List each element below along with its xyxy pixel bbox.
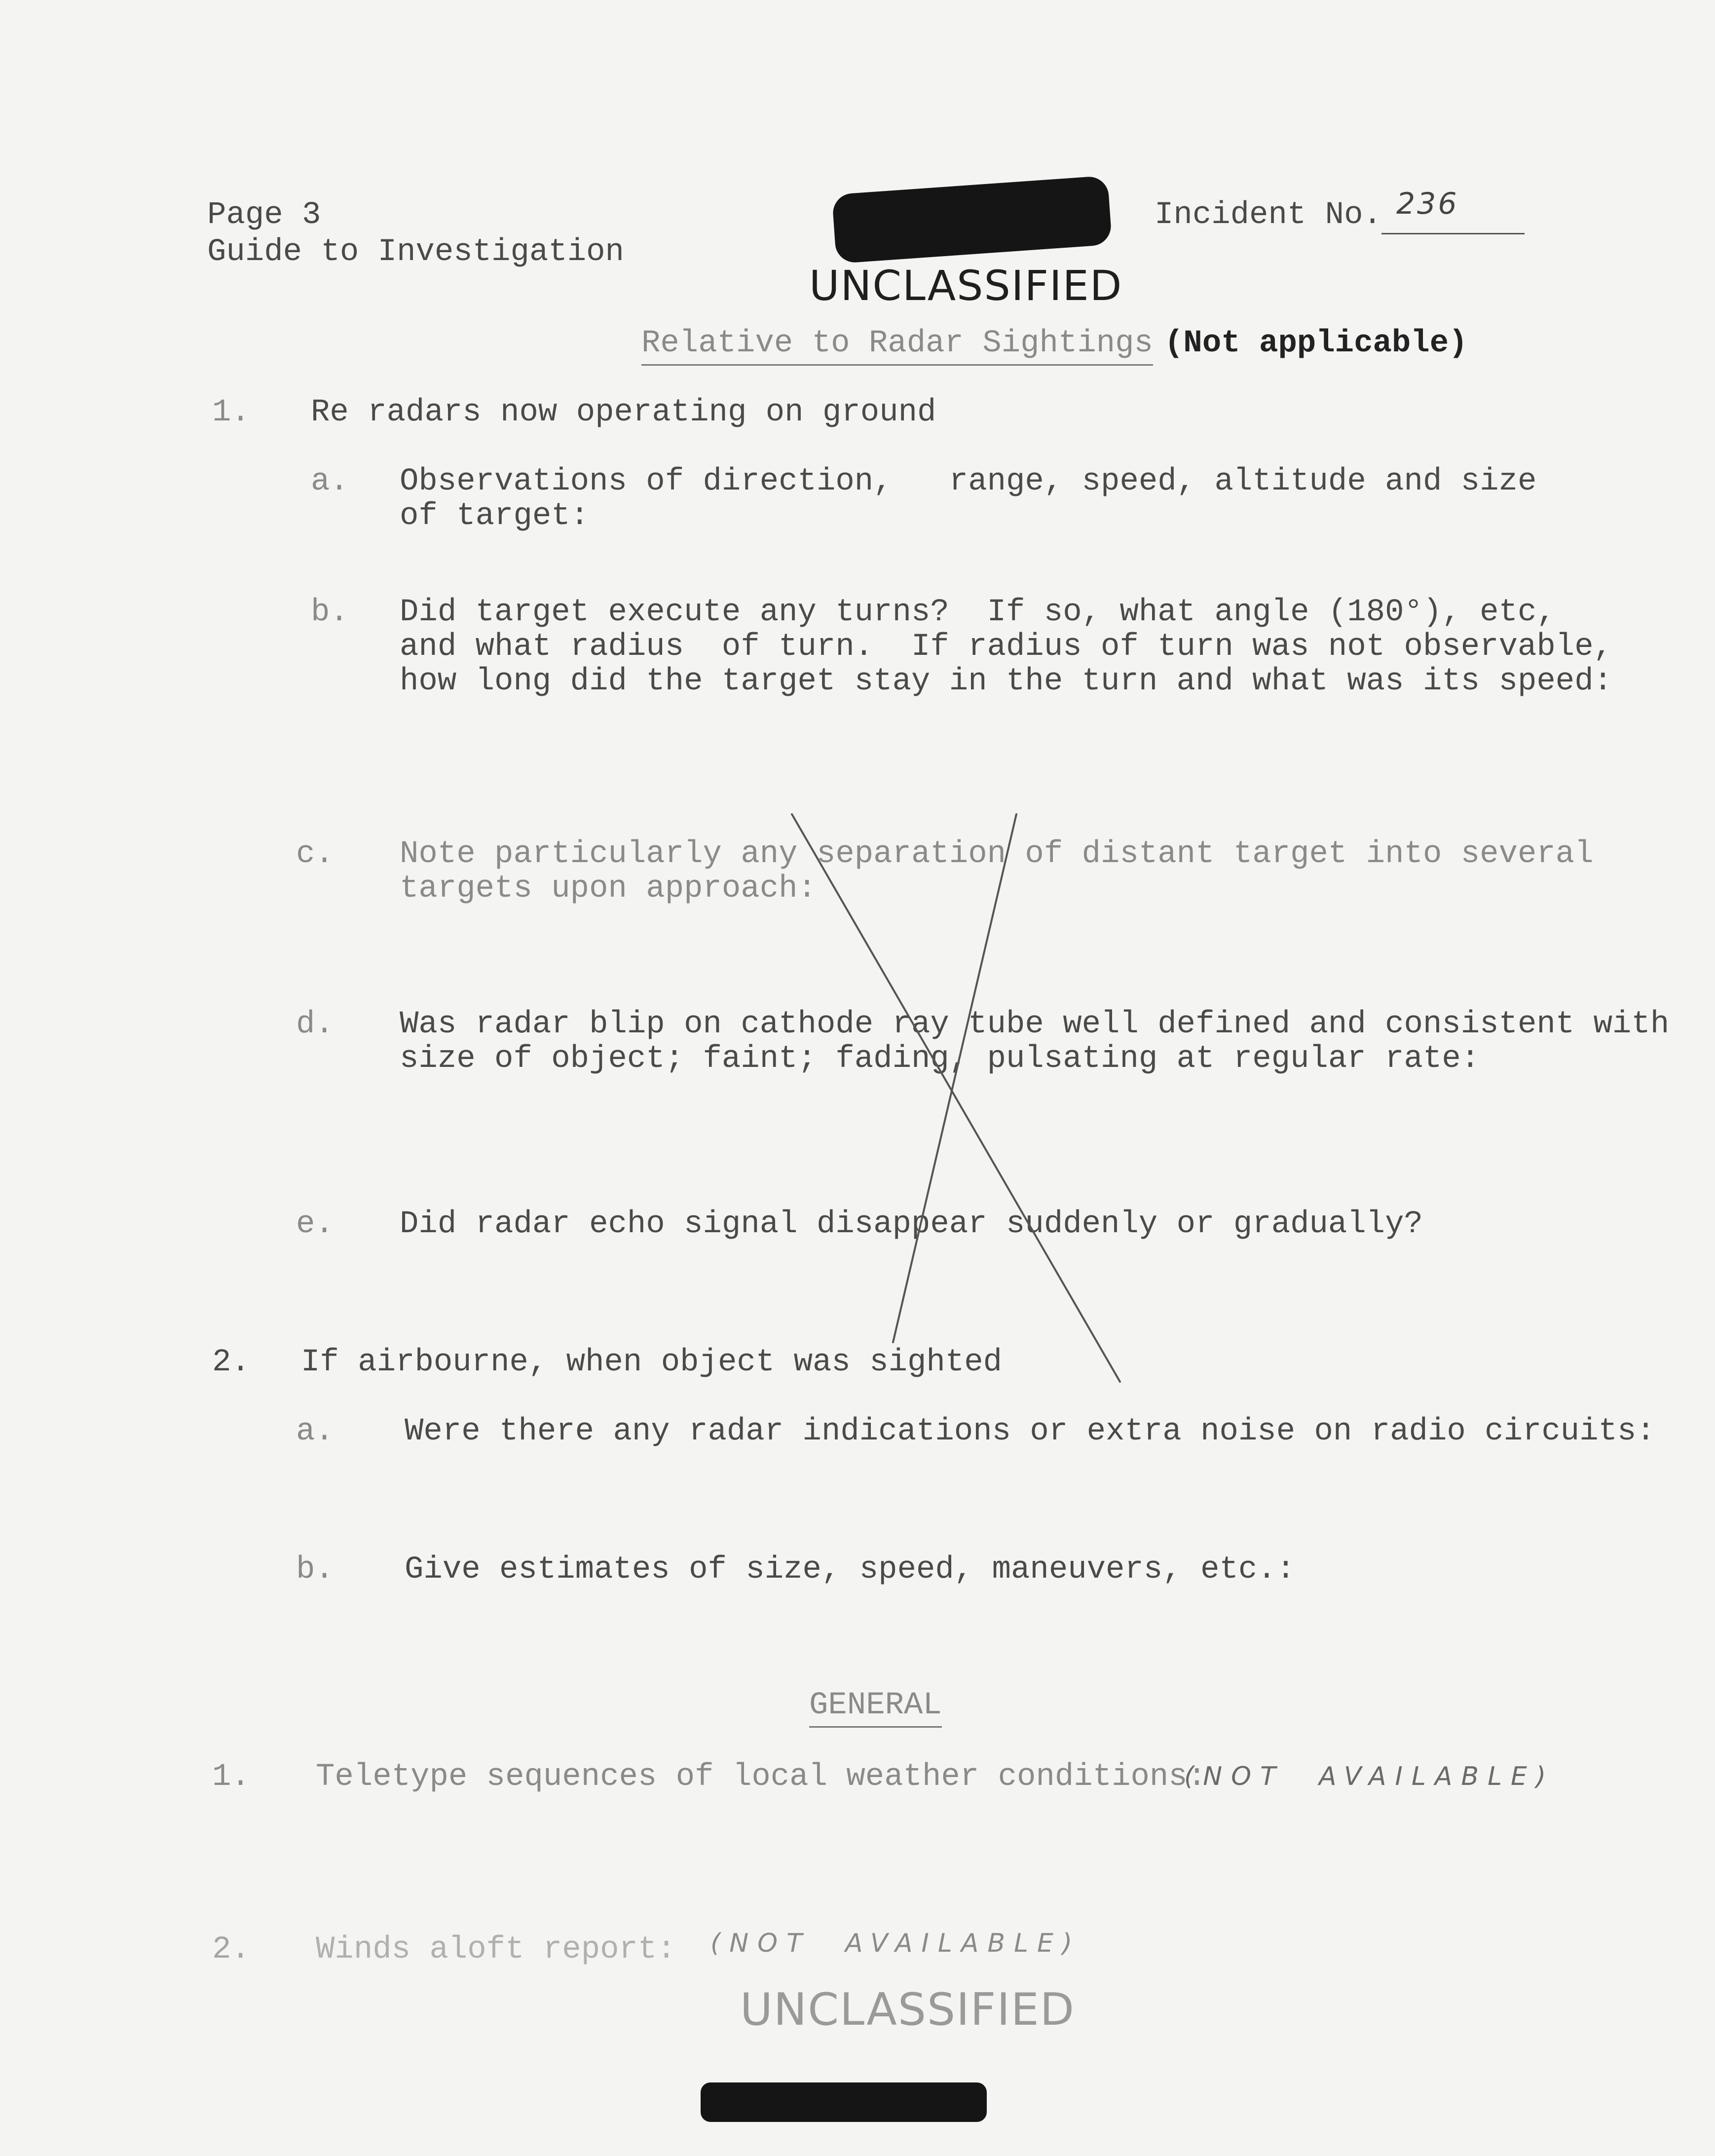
item-2-text: If airbourne, when object was sighted: [301, 1345, 1003, 1380]
item-1a-line-1: Observations of direction, range, speed, altitude and size: [400, 464, 1537, 499]
item-1e-line-1: Did radar echo signal disappear suddenly or gradually?: [400, 1207, 1423, 1242]
general-heading: GENERAL: [809, 1688, 942, 1728]
incident-label: Incident No.: [1155, 197, 1382, 233]
item-2-number: 2.: [212, 1345, 250, 1380]
classification-stamp-top: UNCLASSIFIED: [809, 262, 1123, 310]
item-1d-line-1: Was radar blip on cathode ray tube well defined and consistent with: [400, 1007, 1670, 1042]
general-item-1-text: Teletype sequences of local weather conditions:: [316, 1759, 1207, 1795]
item-1e-letter: e.: [296, 1207, 334, 1242]
general-item-1-note: (NOT AVAILABLE): [1184, 1762, 1555, 1791]
item-1b-line-1: Did target execute any turns? If so, what angle (180°), etc,: [400, 595, 1556, 630]
item-1b-letter: b.: [311, 595, 349, 630]
guide-title: Guide to Investigation: [207, 234, 624, 270]
item-2a-letter: a.: [296, 1414, 334, 1449]
general-item-2-note: (NOT AVAILABLE): [710, 1929, 1081, 1958]
item-2b-letter: b.: [296, 1552, 334, 1588]
item-1b-line-3: how long did the target stay in the turn and what was its speed:: [400, 664, 1612, 699]
item-1c-line-1: Note particularly any separation of distant target into several: [400, 836, 1594, 872]
incident-number: 236: [1396, 187, 1459, 221]
item-1-text: Re radars now operating on ground: [311, 395, 936, 430]
item-1b-line-2: and what radius of turn. If radius of turn was not observable,: [400, 629, 1612, 665]
general-item-2-text: Winds aloft report:: [316, 1932, 676, 1967]
section-note: (Not applicable): [1164, 326, 1468, 361]
general-item-1-number: 1.: [212, 1759, 250, 1795]
item-1c-letter: c.: [296, 836, 334, 872]
general-item-2-number: 2.: [212, 1932, 250, 1967]
item-1d-line-2: size of object; faint; fading, pulsating at regular rate:: [400, 1041, 1480, 1077]
item-1a-letter: a.: [311, 464, 349, 499]
redaction-block-bottom: [701, 2082, 987, 2122]
section-title: Relative to Radar Sightings: [641, 326, 1153, 366]
classification-stamp-bottom: UNCLASSIFIED: [740, 1984, 1076, 2036]
page-number: Page 3: [207, 197, 321, 233]
item-1a-line-2: of target:: [400, 498, 590, 534]
item-1d-letter: d.: [296, 1007, 334, 1042]
item-1-number: 1.: [212, 395, 250, 430]
item-1c-line-2: targets upon approach:: [400, 871, 817, 907]
item-2b-line-1: Give estimates of size, speed, maneuvers, etc.:: [405, 1552, 1296, 1588]
item-2a-line-1: Were there any radar indications or extra noise on radio circuits:: [405, 1414, 1655, 1449]
